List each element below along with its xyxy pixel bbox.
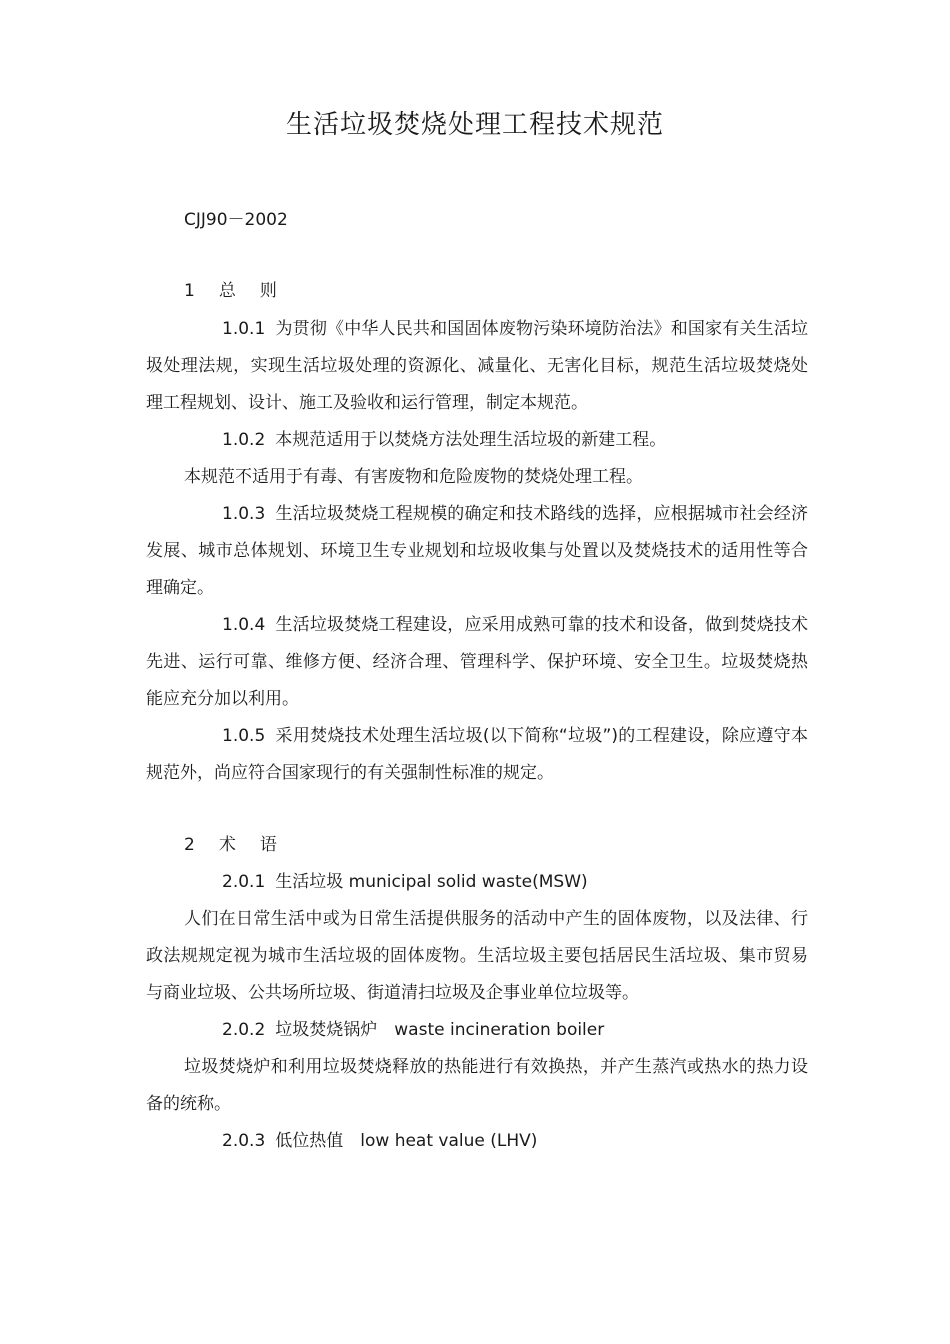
section-1-number: 1: [184, 281, 195, 301]
section-2-heading-a: 术: [218, 835, 236, 855]
term-number: 2.0.1: [222, 872, 266, 892]
section-1-heading-b: 则: [259, 281, 277, 301]
clause-text: 为贯彻《中华人民共和国固体废物污染环境防治法》和国家有关生活垃圾处理法规，实现生活垃圾处理的资源化、减量化、无害化目标，规范生活垃圾焚烧处理工程规划、设计、施工及验收和运行管理，制定本规范。: [146, 319, 808, 413]
clause-text: 采用焚烧技术处理生活垃圾(以下简称“垃圾”)的工程建设，除应遵守本规范外，尚应符合国家现行的有关强制性标准的规定。: [146, 726, 808, 783]
term-2-0-2: [146, 1012, 808, 1049]
section-1-heading-a: 总: [218, 281, 236, 301]
clause-text: 生活垃圾焚烧工程规模的确定和技术路线的选择，应根据城市社会经济发展、城市总体规划、环境卫生专业规划和垃圾收集与处置以及焚烧技术的适用性等合理确定。: [146, 504, 808, 598]
term-number: 2.0.3: [222, 1131, 266, 1151]
section-1-heading: [184, 279, 277, 303]
clause-1-0-5: [146, 718, 808, 792]
clause-number: 1.0.1: [222, 319, 266, 339]
clause-number: 1.0.4: [222, 615, 266, 635]
term-number: 2.0.2: [222, 1020, 266, 1040]
section-2-heading: [184, 833, 277, 857]
document-title: 生活垃圾焚烧处理工程技术规范: [285, 110, 664, 140]
term-2-0-3: [146, 1123, 808, 1160]
term-2-0-2-definition: [146, 1049, 808, 1123]
clause-text: 本规范不适用于有毒、有害废物和危险废物的焚烧处理工程。: [184, 467, 643, 487]
clause-text: 生活垃圾焚烧工程建设，应采用成熟可靠的技术和设备，做到焚烧技术先进、运行可靠、维修方便、经济合理、管理科学、保护环境、安全卫生。垃圾焚烧热能应充分加以利用。: [146, 615, 808, 709]
clause-1-0-2-extra: [146, 459, 808, 496]
term-definition: 垃圾焚烧炉和利用垃圾焚烧释放的热能进行有效换热，并产生蒸汽或热水的热力设备的统称。: [146, 1057, 808, 1114]
term-name: 生活垃圾 municipal solid waste(MSW): [275, 872, 588, 892]
clause-1-0-1: [146, 311, 808, 422]
section-2-heading-b: 语: [259, 835, 277, 855]
clause-1-0-3: [146, 496, 808, 607]
clause-1-0-4: [146, 607, 808, 718]
clause-1-0-2: [146, 422, 808, 459]
standard-code: CJJ90－2002: [184, 210, 288, 230]
section-2-number: 2: [184, 835, 195, 855]
term-definition: 人们在日常生活中或为日常生活提供服务的活动中产生的固体废物，以及法律、行政法规规定视为城市生活垃圾的固体废物。生活垃圾主要包括居民生活垃圾、集市贸易与商业垃圾、公共场所垃圾、街道清扫垃圾及企事业单位垃圾等。: [146, 909, 808, 1003]
term-name: 低位热值 low heat value (LHV): [275, 1131, 538, 1151]
clause-text: 本规范适用于以焚烧方法处理生活垃圾的新建工程。: [275, 430, 667, 450]
clause-number: 1.0.5: [222, 726, 266, 746]
term-name: 垃圾焚烧锅炉 waste incineration boiler: [275, 1020, 605, 1040]
clause-number: 1.0.3: [222, 504, 266, 524]
term-2-0-1: [146, 864, 808, 901]
term-2-0-1-definition: [146, 901, 808, 1012]
clause-number: 1.0.2: [222, 430, 266, 450]
